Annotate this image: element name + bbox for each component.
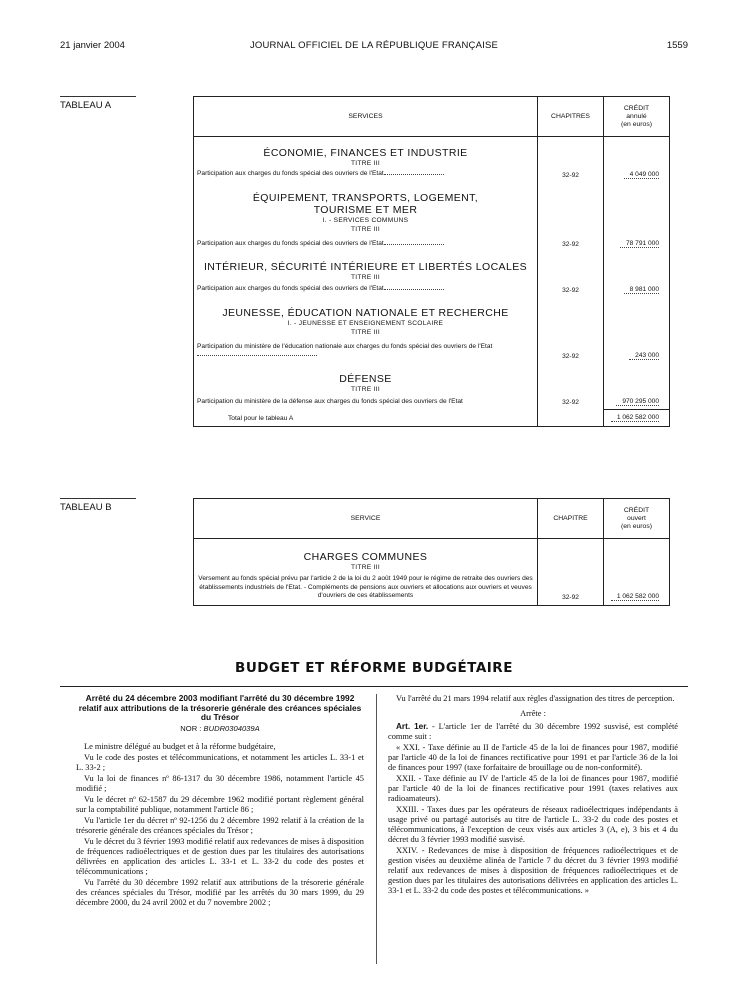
body-paragraph: Vu l'article 1er du décret nº 92-1256 du 2 décembre 1992 relatif à la création de la trésorerie générale des créances spéciales du Trésor ; xyxy=(76,815,364,835)
titre-label: TITRE III xyxy=(350,385,381,393)
ministry-title-line-2: TOURISME ET MER xyxy=(313,203,418,216)
header-page-number: 1559 xyxy=(666,40,688,51)
credit-value: 1 062 582 000 xyxy=(611,593,659,601)
ministry-title: ÉCONOMIE, FINANCES ET INDUSTRIE xyxy=(263,147,468,159)
titre-label: TITRE III xyxy=(350,274,381,281)
col-credit-header: CRÉDIT annulé (en euros) xyxy=(604,97,670,137)
column-separator xyxy=(376,694,377,964)
ministry-title: ÉQUIPEMENT, TRANSPORTS, LOGEMENT, xyxy=(252,191,479,204)
table-row xyxy=(194,297,670,363)
body-paragraph: « XXI. - Taxe définie au II de l'article 45 de la loi de finances pour 1987, modifié par l'article 40 de la loi de finances rectificative pour 1991 et par l'article 36 de la loi de finances pour 1997 (taxe forfaitaire de brouillage ou de non-conformité). xyxy=(388,743,678,772)
article-1-label: Art. 1er. xyxy=(396,722,429,731)
body-paragraph: XXII. - Taxe définie au IV de l'article 45 de la loi de finances pour 1987, modifié par l'article 40 de la loi de finances rectificative pour 1991 (taxes relatives aux radioamateurs). xyxy=(388,774,678,803)
tableau-b xyxy=(193,498,670,606)
chapitre-value: 32-92 xyxy=(538,137,604,182)
titre-label: TITRE III xyxy=(350,564,381,571)
body-paragraph: Le ministre délégué au budget et à la réforme budgétaire, xyxy=(84,741,276,751)
service-description: Participation aux charges du fonds spécial des ouvriers de l'Etat xyxy=(197,170,384,177)
tableau-a-header-row xyxy=(194,97,670,137)
nor-label: NOR : xyxy=(180,723,202,733)
ministry-title: CHARGES COMMUNES xyxy=(303,551,428,563)
credit-value: 78 791 000 xyxy=(620,240,659,248)
chapitre-value: 32-92 xyxy=(538,363,604,410)
subsection-label: I. - SERVICES COMMUNS xyxy=(322,216,409,224)
titre-label: TITRE III xyxy=(350,225,381,233)
tableau-b-label: TABLEAU B xyxy=(60,498,136,513)
article-1-text: - L'article 1er de l'arrêté du 30 décembre 1992 susvisé, est complété comme suit : xyxy=(388,722,678,741)
nor-reference xyxy=(76,724,364,734)
header-journal-title: JOURNAL OFFICIEL DE LA RÉPUBLIQUE FRANÇAISE xyxy=(249,40,499,51)
header-date: 21 janvier 2004 xyxy=(60,40,125,51)
tableau-a xyxy=(193,96,670,427)
table-row xyxy=(194,251,670,297)
service-description: Versement au fonds spécial prévu par l'article 2 de la loi du 2 août 1949 pour le régime de retraite des ouvriers des établissements industriels de l'Etat. - Compléments de pensions aux ouvriers et allocations aux ouvriers et veuves d'ouvriers de ces établissements xyxy=(198,575,533,599)
service-description: Participation aux charges du fonds spécial des ouvriers de l'Etat xyxy=(197,285,384,292)
right-column xyxy=(388,694,678,897)
ministry-title: INTÉRIEUR, SÉCURITÉ INTÉRIEURE ET LIBERTÉS LOCALES xyxy=(203,261,527,273)
col-chapitres-header: CHAPITRES xyxy=(538,97,604,137)
service-description: Participation du ministère de la défense aux charges du fonds spécial des ouvriers de l'Etat xyxy=(197,397,463,405)
tableau-a-label: TABLEAU A xyxy=(60,96,136,111)
total-label: Total pour le tableau A xyxy=(228,415,294,422)
credit-value: 243 000 xyxy=(629,352,659,360)
nor-value: BUDR0304039A xyxy=(203,723,260,733)
total-row xyxy=(194,409,670,427)
ministry-title: JEUNESSE, ÉDUCATION NATIONALE ET RECHERCHE xyxy=(222,306,509,319)
titre-label: TITRE III xyxy=(350,328,381,336)
tableau-b-header-row xyxy=(194,499,670,539)
subsection-label: I. - JEUNESSE ET ENSEIGNEMENT SCOLAIRE xyxy=(287,319,444,327)
chapitre-value: 32-92 xyxy=(538,182,604,252)
section-rule xyxy=(60,686,688,687)
total-value: 1 062 582 000 xyxy=(611,414,659,422)
table-row xyxy=(194,539,670,606)
titre-label: TITRE III xyxy=(350,160,381,167)
body-paragraph: Vu la loi de finances nº 86-1317 du 30 décembre 1986, notamment l'article 45 modifié ; xyxy=(76,773,364,793)
credit-value: 8 981 000 xyxy=(624,286,659,294)
service-description: Participation aux charges du fonds spécial des ouvriers de l'Etat xyxy=(197,239,384,247)
body-paragraph: Vu le décret du 3 février 1993 modifié relatif aux redevances de mises à disposition de fréquences radioélectriques et de gestion dues par les titulaires des autorisations délivrées en application des articles L. 33-1 et L. 33-2 du code des postes et télécommunications ; xyxy=(76,836,364,876)
chapitre-value: 32-92 xyxy=(538,251,604,297)
chapitre-value: 32-92 xyxy=(538,539,604,606)
body-paragraph: Vu le code des postes et télécommunications, et notamment les articles L. 33-1 et L. 33-2 ; xyxy=(76,752,364,772)
ministry-title: DÉFENSE xyxy=(339,372,392,385)
chapitre-value: 32-92 xyxy=(538,297,604,363)
body-paragraph: Vu le décret nº 62-1587 du 29 décembre 1962 modifié portant règlement général sur la comptabilité publique, notamment l'article 86 ; xyxy=(76,794,364,814)
section-title: BUDGET ET RÉFORME BUDGÉTAIRE xyxy=(235,660,513,676)
body-paragraph: Vu l'arrêté du 30 décembre 1992 relatif aux attributions de la trésorerie générale des créances spéciales du Trésor, modifié par les arrêtés du 30 mars 1999, du 29 décembre 2000, du 24 avril 2002 et du 7 novembre 2002 ; xyxy=(76,877,364,907)
col-credit-header: CRÉDIT ouvert (en euros) xyxy=(604,499,670,539)
left-column xyxy=(76,694,364,909)
col-services-header: SERVICES xyxy=(194,97,538,137)
arrete-word: Arrête : xyxy=(520,709,546,718)
arrete-title: Arrêté du 24 décembre 2003 modifiant l'arrêté du 30 décembre 1992 relatif aux attributions de la trésorerie générale des créances spéciales du Trésor xyxy=(78,693,362,723)
body-paragraph: Vu l'arrêté du 21 mars 1994 relatif aux règles d'assignation des titres de perception. xyxy=(396,694,675,703)
service-description: Participation du ministère de l'éducation nationale aux charges du fonds spécial des ouvriers de l'Etat xyxy=(197,342,493,350)
table-row xyxy=(194,137,670,182)
table-row xyxy=(194,363,670,410)
credit-value: 4 049 000 xyxy=(624,171,659,179)
page-header xyxy=(60,40,688,54)
table-row xyxy=(194,182,670,252)
col-chapitre-header: CHAPITRE xyxy=(538,499,604,539)
body-paragraph: XXIV. - Redevances de mise à disposition de fréquences radioélectriques et de gestion visées au deuxième alinéa de l'article 7 du décret du 3 février 1993 modifié relatif aux redevances de mises à disposition de fréquences radioélectriques et de gestion dues par les titulaires des autorisations délivrées en application des articles L. 33-1 et L. 33-2 du code des postes et télécommunications. » xyxy=(388,846,678,895)
body-paragraph: XXIII. - Taxes dues par les opérateurs de réseaux radioélectriques indépendants à usage privé ou partagé autorisés au titre de l'article L. 33-2 du code des postes et télécommunications, à l'exception de ceux visés aux articles 3 (A, e), 3 bis et 4 du décret du 3 février 1993 modifié susvisé. xyxy=(388,805,678,844)
article-1 xyxy=(388,722,678,742)
credit-value: 970 295 000 xyxy=(616,398,659,406)
col-service-header: SERVICE xyxy=(194,499,538,539)
